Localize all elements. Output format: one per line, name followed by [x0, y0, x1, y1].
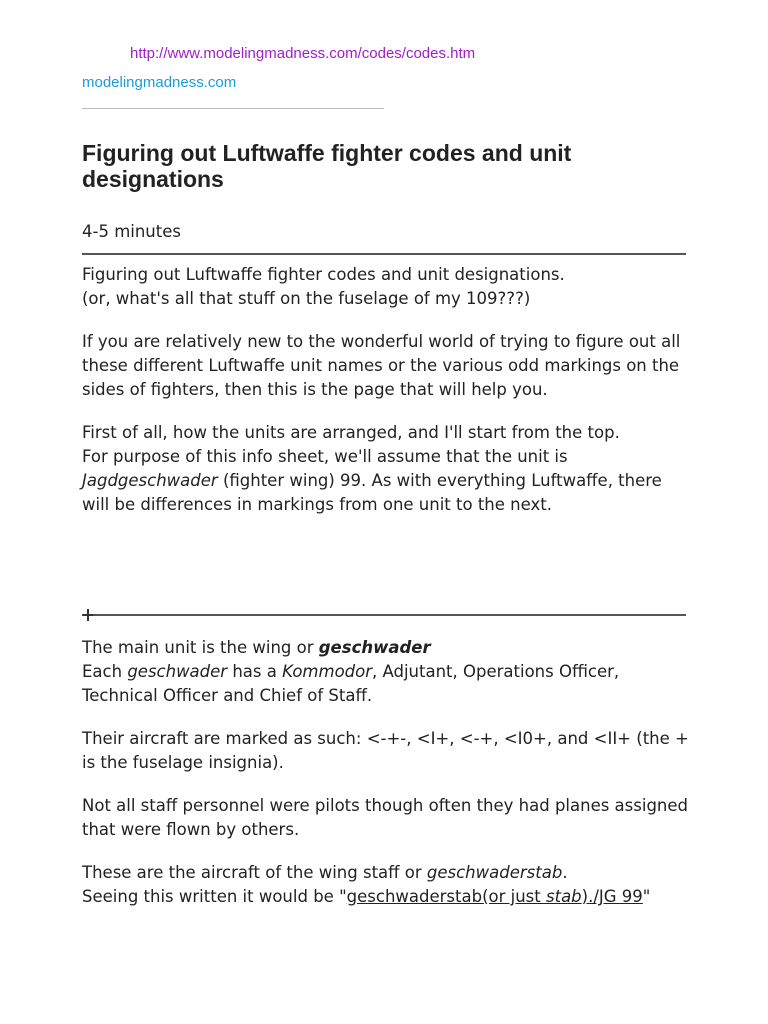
article-section-2: [82, 636, 692, 928]
paragraph-text: has a: [227, 662, 283, 681]
paragraph-text: Seeing this written it would be ": [82, 887, 347, 906]
section-divider: [82, 614, 686, 616]
underlined-text: )./JG 99: [581, 887, 643, 906]
article-section-1: [82, 263, 692, 536]
bold-italic-term: geschwader: [318, 638, 431, 657]
header-divider: [82, 108, 384, 109]
paragraph-text: (or, what's all that stuff on the fuselage of my 109???): [82, 289, 531, 308]
article-title: Figuring out Luftwaffe fighter codes and unit designations: [82, 140, 572, 192]
plus-marker-icon: [83, 609, 93, 621]
italic-term: Jagdgeschwader: [82, 471, 218, 490]
paragraph-text: ": [642, 887, 651, 906]
paragraph-text: Figuring out Luftwaffe fighter codes and unit designations.: [82, 265, 565, 284]
paragraph-text: These are the aircraft of the wing staff or: [82, 863, 427, 882]
paragraph: If you are relatively new to the wonderful world of trying to figure out all these different Luftwaffe unit names or the various odd markings on the sides of fighters, then this is the page that will help you.: [82, 332, 681, 399]
site-name-link[interactable]: modelingmadness.com: [82, 74, 237, 91]
paragraph: Not all staff personnel were pilots though often they had planes assigned that were flown by others.: [82, 796, 689, 839]
italic-term: geschwaderstab: [426, 863, 563, 882]
paragraph: [82, 636, 692, 708]
paragraph-text: , Adjutant, Operations Officer, Technical Officer and Chief of Staff.: [82, 662, 620, 705]
paragraph-text: For purpose of this info sheet, we'll assume that the unit is: [82, 447, 568, 466]
section-divider: [82, 253, 686, 255]
italic-term: geschwader: [127, 662, 228, 681]
source-url-link[interactable]: http://www.modelingmadness.com/codes/codes.htm: [130, 45, 476, 62]
underlined-text: geschwaderstab(or just: [346, 887, 546, 906]
paragraph: Their aircraft are marked as such: <-+-, <I+, <-+, <I0+, and <II+ (the + is the fuselage insignia).: [82, 729, 689, 772]
underlined-designation: [347, 887, 643, 906]
paragraph-text: .: [562, 863, 568, 882]
paragraph-text: The main unit is the wing or: [82, 638, 319, 657]
paragraph-text: (fighter wing) 99. As with everything Luftwaffe, there will be differences in markings from one unit to the next.: [82, 471, 662, 514]
italic-term: Kommodor: [282, 662, 373, 681]
read-time: 4-5 minutes: [82, 222, 181, 241]
paragraph: [82, 421, 692, 517]
paragraph: [82, 861, 692, 909]
italic-term: stab: [546, 887, 582, 906]
paragraph-text: Each: [82, 662, 128, 681]
paragraph-text: First of all, how the units are arranged, and I'll start from the top.: [82, 423, 620, 442]
paragraph: [82, 263, 692, 311]
